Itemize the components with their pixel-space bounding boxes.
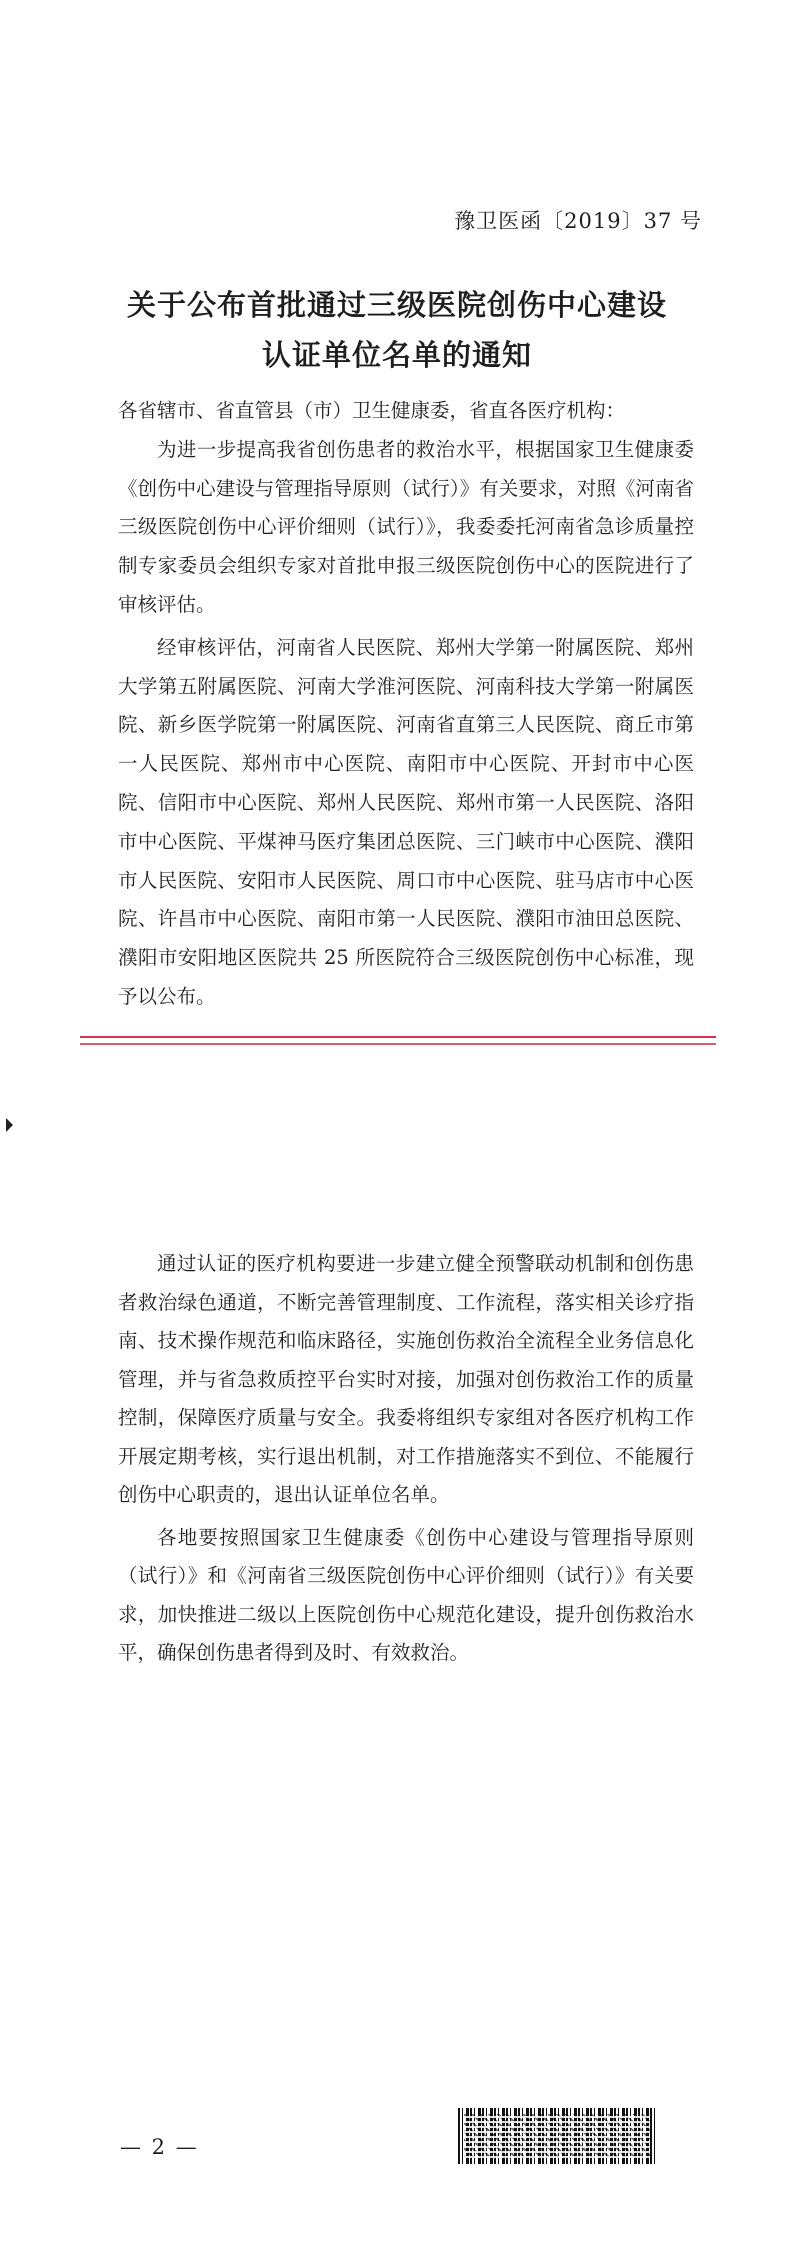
scan-edge-mark-icon [6, 1118, 13, 1132]
paragraph-intro: 为进一步提高我省创伤患者的救治水平，根据国家卫生健康委《创伤中心建设与管理指导原则（试行）》有关要求，对照《河南省三级医院创伤中心评价细则（试行）》，我委委托河南省急诊质量控制专家委员会组织专家对首批申报三级医院创伤中心的医院进行了审核评估。 [118, 437, 694, 616]
title-line-2: 认证单位名单的通知 [261, 338, 532, 372]
paragraph-requirements: 通过认证的医疗机构要进一步建立健全预警联动机制和创伤患者救治绿色通道，不断完善管理制度、工作流程，落实相关诊疗指南、技术操作规范和临床路径，实施创伤救治全流程全业务信息化管理，并与省急救质控平台实时对接，加强对创伤救治工作的质量控制，保障医疗质量与安全。我委将组织专家组对各医疗机构工作开展定期考核，实行退出机制，对工作措施落实不到位、不能履行创伤中心职责的，退出认证单位名单。 [118, 1252, 694, 1506]
salutation: 各省辖市、省直管县（市）卫生健康委，省直各医疗机构： [118, 399, 626, 422]
barcode-icon [458, 2108, 656, 2164]
paragraph-local-requirements: 各地要按照国家卫生健康委《创伤中心建设与管理指导原则（试行）》和《河南省三级医院创伤中心评价细则（试行）》有关要求，加快推进二级以上医院创伤中心规范化建设，提升创伤救治水平，确保创伤患者得到及时、有效救治。 [118, 1525, 694, 1664]
body-upper [118, 392, 694, 1017]
body-lower [118, 1245, 694, 1673]
red-divider-line-secondary [80, 1043, 716, 1045]
page-number: — 2 — [120, 2135, 199, 2159]
barcode-pattern [464, 2114, 650, 2158]
document-title [0, 280, 794, 380]
red-divider-line [80, 1036, 716, 1038]
document-number: 豫卫医函〔2019〕37 号 [454, 209, 702, 233]
title-line-1: 关于公布首批通过三级医院创伤中心建设 [126, 288, 667, 322]
paragraph-hospital-list: 经审核评估，河南省人民医院、郑州大学第一附属医院、郑州大学第五附属医院、河南大学淮河医院、河南科技大学第一附属医院、新乡医学院第一附属医院、河南省直第三人民医院、商丘市第一人民医院、郑州市中心医院、南阳市中心医院、开封市中心医院、信阳市中心医院、郑州人民医院、郑州市第一人民医院、洛阳市中心医院、平煤神马医疗集团总医院、三门峡市中心医院、濮阳市人民医院、安阳市人民医院、周口市中心医院、驻马店市中心医院、许昌市中心医院、南阳市第一人民医院、濮阳市油田总医院、濮阳市安阳地区医院共 25 所医院符合三级医院创伤中心标准，现予以公布。 [118, 635, 694, 1008]
